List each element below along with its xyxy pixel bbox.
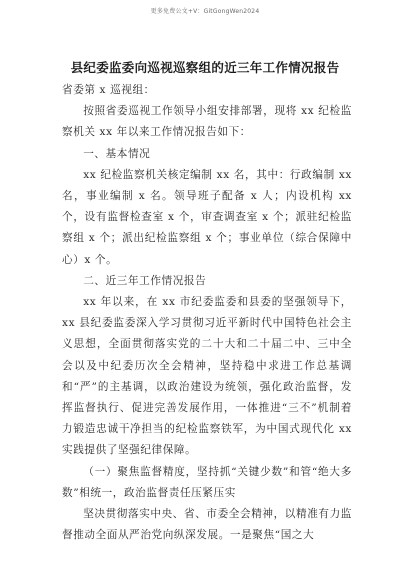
paragraph-intro: 按照省委巡视工作领导小组安排部署，现将 xx 纪检监察机关 xx 年以来工作情况报告如下： xyxy=(62,105,352,139)
paragraph-supervision: 坚决贯彻落实中央、省、市委全会精神，以精准有力监督推动全面从严治党向纵深发展。一是聚焦“国之大 xyxy=(62,508,352,542)
paragraph-overview: xx 年以来，在 xx 市纪委监委和县委的坚强领导下，xx 县纪委监委深入学习贯彻习近平新时代中国特色社会主义思想，全面贯彻落实党的二十大和二十届二中、三中全会以及中纪委历次全会精神，坚持稳中求进工作总基调和“严”的主基调，以政治建设为统领，强化政治监督，发挥监督执行、促进完善发展作用，一体推进“三不”机制着力锻造忠诚干净担当的纪检监察铁军，为中国式现代化 xx 实践提供了坚强纪律保障。 xyxy=(62,296,352,457)
header-watermark: 更多免费公文+V：GitGongWen2024 xyxy=(150,8,260,15)
salutation: 省委第 x 巡视组： xyxy=(62,84,155,96)
paragraph-staffing: xx 纪检监察机关核定编制 xx 名，其中：行政编制 xx 名，事业编制 x 名。领导班子配备 x 人；内设机构 xx 个，设有监督检查室 x 个，审查调查室 x 个；派驻纪检监察组 x 个；派出纪检监察组 x 个；事业单位（综合保障中心）x 个。 xyxy=(62,168,352,266)
document-body xyxy=(62,80,352,546)
section-heading-report: 二、近三年工作情况报告 xyxy=(83,274,207,287)
section-heading-basic: 一、基本情况 xyxy=(83,147,151,160)
document-title: 县纪委监委向巡视巡察组的近三年工作情况报告 xyxy=(70,60,340,75)
subsection-heading-supervision: （一）聚焦监督精度，坚持抓“关键少数”和管“绝大多数”相统一，政治监督责任压紧压实 xyxy=(62,465,352,499)
